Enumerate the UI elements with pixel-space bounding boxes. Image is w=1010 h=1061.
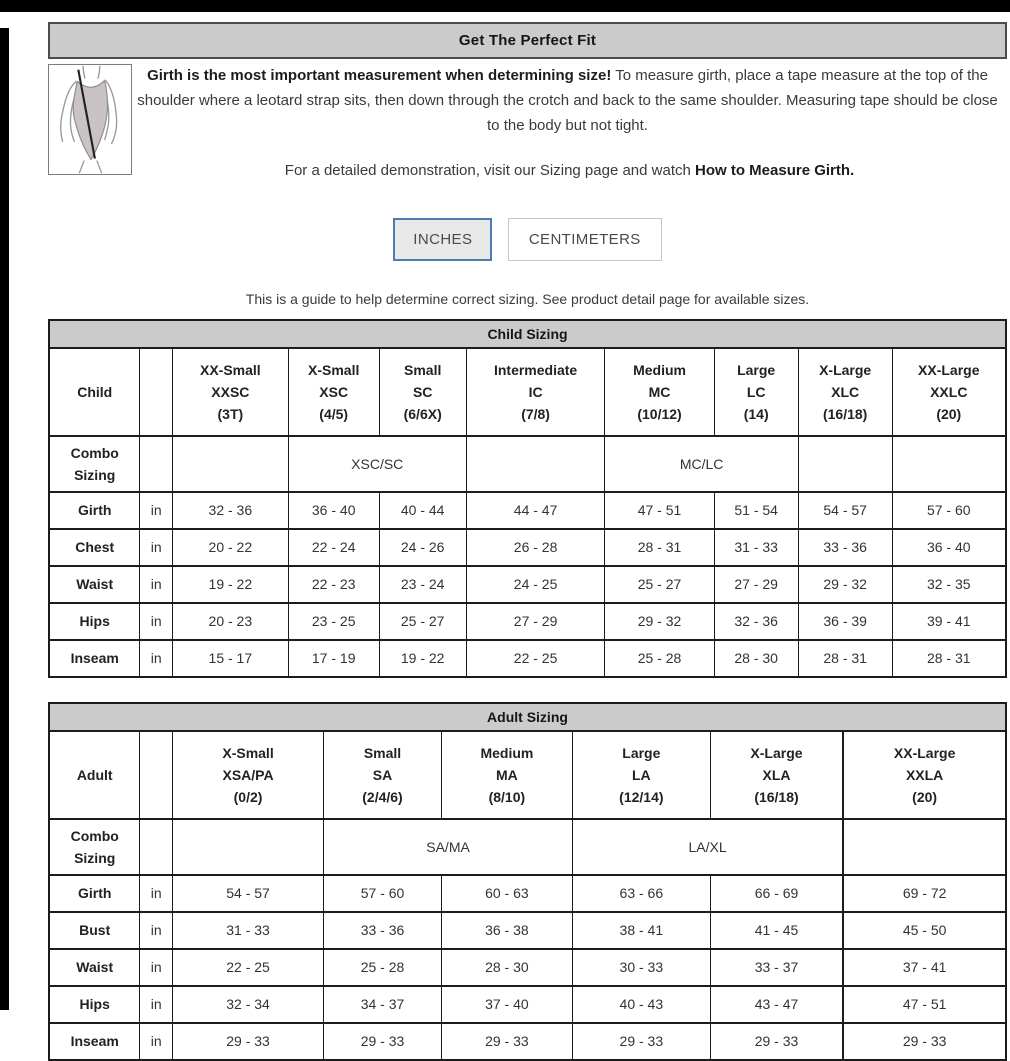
size-range-cell: 31 - 33 xyxy=(714,529,798,566)
unit-column-header xyxy=(140,731,173,819)
measurement-label: Hips xyxy=(49,986,140,1023)
size-range-cell: 32 - 36 xyxy=(172,492,288,529)
sizing-table xyxy=(48,319,1007,678)
page-title: Get The Perfect Fit xyxy=(48,22,1007,59)
sizing-guide-note: This is a guide to help determine correct sizing. See product detail page for available sizes. xyxy=(245,291,810,307)
girth-instructions-body: To measure girth, place a tape measure at the top of the shoulder where a leotard strap sits, then down through the crotch and back to the same shoulder. Measuring tape should be close to the body but not tight. xyxy=(137,67,998,134)
combo-sizing-cell xyxy=(892,436,1006,492)
size-range-cell: 31 - 33 xyxy=(172,912,323,949)
child-sizing-table xyxy=(48,319,1007,678)
unit-cell: in xyxy=(140,492,173,529)
size-range-cell: 45 - 50 xyxy=(843,912,1006,949)
size-range-cell: 23 - 25 xyxy=(288,603,379,640)
unit-cell: in xyxy=(140,1023,173,1060)
size-range-cell: 22 - 25 xyxy=(466,640,605,677)
size-range-cell: 29 - 33 xyxy=(843,1023,1006,1060)
size-range-cell: 36 - 39 xyxy=(798,603,892,640)
unit-cell: in xyxy=(140,986,173,1023)
size-range-cell: 28 - 31 xyxy=(605,529,714,566)
combo-sizing-cell xyxy=(172,436,288,492)
size-column-header: Medium MC (10/12) xyxy=(605,348,714,436)
size-column-header: X-Small XSA/PA (0/2) xyxy=(172,731,323,819)
size-range-cell: 63 - 66 xyxy=(572,875,710,912)
combo-sizing-cell: LA/XL xyxy=(572,819,843,875)
size-range-cell: 25 - 28 xyxy=(324,949,442,986)
unit-cell: in xyxy=(140,529,173,566)
combo-sizing-cell xyxy=(798,436,892,492)
size-range-cell: 38 - 41 xyxy=(572,912,710,949)
size-range-cell: 36 - 40 xyxy=(892,529,1006,566)
size-column-header: XX-Large XXLC (20) xyxy=(892,348,1006,436)
size-range-cell: 17 - 19 xyxy=(288,640,379,677)
size-range-cell: 66 - 69 xyxy=(710,875,843,912)
combo-sizing-cell: MC/LC xyxy=(605,436,798,492)
size-range-cell: 32 - 35 xyxy=(892,566,1006,603)
measurement-label: Girth xyxy=(49,875,140,912)
size-range-cell: 27 - 29 xyxy=(466,603,605,640)
size-range-cell: 43 - 47 xyxy=(710,986,843,1023)
unit-cell: in xyxy=(140,603,173,640)
leotard-figure-icon xyxy=(49,65,131,174)
demo-note-bold: How to Measure Girth. xyxy=(695,162,855,179)
measurement-label: Inseam xyxy=(49,640,140,677)
size-range-cell: 19 - 22 xyxy=(172,566,288,603)
measurement-label: Waist xyxy=(49,566,140,603)
size-column-header: X-Large XLA (16/18) xyxy=(710,731,843,819)
unit-cell: in xyxy=(140,949,173,986)
size-range-cell: 28 - 30 xyxy=(441,949,572,986)
size-range-cell: 22 - 23 xyxy=(288,566,379,603)
size-range-cell: 29 - 33 xyxy=(710,1023,843,1060)
size-range-cell: 29 - 33 xyxy=(172,1023,323,1060)
size-range-cell: 32 - 36 xyxy=(714,603,798,640)
size-range-cell: 23 - 24 xyxy=(379,566,466,603)
size-range-cell: 39 - 41 xyxy=(892,603,1006,640)
size-range-cell: 40 - 43 xyxy=(572,986,710,1023)
size-range-cell: 69 - 72 xyxy=(843,875,1006,912)
combo-sizing-label: Combo Sizing xyxy=(49,819,140,875)
combo-sizing-cell xyxy=(843,819,1006,875)
size-range-cell: 28 - 30 xyxy=(714,640,798,677)
size-column-header: Large LA (12/14) xyxy=(572,731,710,819)
size-range-cell: 29 - 32 xyxy=(798,566,892,603)
size-range-cell: 47 - 51 xyxy=(843,986,1006,1023)
size-range-cell: 29 - 33 xyxy=(324,1023,442,1060)
measurement-label: Inseam xyxy=(49,1023,140,1060)
unit-cell: in xyxy=(140,912,173,949)
size-range-cell: 36 - 38 xyxy=(441,912,572,949)
size-range-cell: 22 - 24 xyxy=(288,529,379,566)
size-range-cell: 25 - 27 xyxy=(605,566,714,603)
size-range-cell: 24 - 26 xyxy=(379,529,466,566)
size-range-cell: 27 - 29 xyxy=(714,566,798,603)
size-range-cell: 24 - 25 xyxy=(466,566,605,603)
size-range-cell: 37 - 41 xyxy=(843,949,1006,986)
size-range-cell: 36 - 40 xyxy=(288,492,379,529)
size-range-cell: 28 - 31 xyxy=(798,640,892,677)
size-range-cell: 47 - 51 xyxy=(605,492,714,529)
size-range-cell: 40 - 44 xyxy=(379,492,466,529)
girth-instructions-text xyxy=(64,63,1003,138)
measurement-label: Chest xyxy=(49,529,140,566)
size-column-header: X-Small XSC (4/5) xyxy=(288,348,379,436)
measurement-label: Hips xyxy=(49,603,140,640)
centimeters-button[interactable]: CENTIMETERS xyxy=(508,218,662,261)
row-group-label: Child xyxy=(49,348,140,436)
size-range-cell: 20 - 22 xyxy=(172,529,288,566)
unit-cell: in xyxy=(140,566,173,603)
measurement-label: Bust xyxy=(49,912,140,949)
size-range-cell: 44 - 47 xyxy=(466,492,605,529)
sizing-guide-page xyxy=(48,22,1007,1061)
measurement-label: Waist xyxy=(49,949,140,986)
size-range-cell: 22 - 25 xyxy=(172,949,323,986)
size-range-cell: 15 - 17 xyxy=(172,640,288,677)
combo-sizing-cell: XSC/SC xyxy=(288,436,466,492)
adult-sizing-table xyxy=(48,702,1007,1061)
size-range-cell: 54 - 57 xyxy=(172,875,323,912)
size-range-cell: 57 - 60 xyxy=(892,492,1006,529)
leotard-girth-illustration xyxy=(48,64,132,175)
size-range-cell: 29 - 33 xyxy=(441,1023,572,1060)
screen-edge-top xyxy=(0,0,1010,12)
size-range-cell: 25 - 27 xyxy=(379,603,466,640)
unit-column-header xyxy=(140,348,173,436)
girth-instructions-lead: Girth is the most important measurement when determining size! xyxy=(147,67,612,84)
combo-sizing-cell: SA/MA xyxy=(324,819,573,875)
size-column-header: XX-Large XXLA (20) xyxy=(843,731,1006,819)
measurement-label: Girth xyxy=(49,492,140,529)
size-range-cell: 54 - 57 xyxy=(798,492,892,529)
sizing-demo-note xyxy=(48,162,1007,180)
demo-note-prefix: For a detailed demonstration, visit our Sizing page and watch xyxy=(284,162,696,179)
unit-cell: in xyxy=(140,875,173,912)
screen-edge-left xyxy=(0,28,9,1010)
size-range-cell: 60 - 63 xyxy=(441,875,572,912)
size-column-header: Small SC (6/6X) xyxy=(379,348,466,436)
size-range-cell: 30 - 33 xyxy=(572,949,710,986)
unit-cell: in xyxy=(140,640,173,677)
size-range-cell: 33 - 36 xyxy=(798,529,892,566)
size-range-cell: 34 - 37 xyxy=(324,986,442,1023)
size-range-cell: 28 - 31 xyxy=(892,640,1006,677)
size-range-cell: 32 - 34 xyxy=(172,986,323,1023)
size-range-cell: 41 - 45 xyxy=(710,912,843,949)
size-range-cell: 20 - 23 xyxy=(172,603,288,640)
table-title: Adult Sizing xyxy=(49,703,1006,731)
size-range-cell: 26 - 28 xyxy=(466,529,605,566)
size-range-cell: 57 - 60 xyxy=(324,875,442,912)
size-range-cell: 37 - 40 xyxy=(441,986,572,1023)
size-range-cell: 33 - 37 xyxy=(710,949,843,986)
inches-button[interactable]: INCHES xyxy=(393,218,492,261)
size-range-cell: 29 - 32 xyxy=(605,603,714,640)
table-title: Child Sizing xyxy=(49,320,1006,348)
combo-sizing-label: Combo Sizing xyxy=(49,436,140,492)
sizing-table xyxy=(48,702,1007,1061)
size-range-cell: 25 - 28 xyxy=(605,640,714,677)
size-column-header: Large LC (14) xyxy=(714,348,798,436)
size-range-cell: 29 - 33 xyxy=(572,1023,710,1060)
combo-unit-cell xyxy=(140,819,173,875)
combo-sizing-cell xyxy=(172,819,323,875)
girth-intro-section xyxy=(48,63,1007,180)
size-range-cell: 51 - 54 xyxy=(714,492,798,529)
size-range-cell: 33 - 36 xyxy=(324,912,442,949)
size-column-header: Medium MA (8/10) xyxy=(441,731,572,819)
size-range-cell: 19 - 22 xyxy=(379,640,466,677)
size-column-header: XX-Small XXSC (3T) xyxy=(172,348,288,436)
size-column-header: X-Large XLC (16/18) xyxy=(798,348,892,436)
row-group-label: Adult xyxy=(49,731,140,819)
combo-sizing-cell xyxy=(466,436,605,492)
size-column-header: Small SA (2/4/6) xyxy=(324,731,442,819)
size-column-header: Intermediate IC (7/8) xyxy=(466,348,605,436)
combo-unit-cell xyxy=(140,436,173,492)
unit-toggle xyxy=(48,218,1007,261)
